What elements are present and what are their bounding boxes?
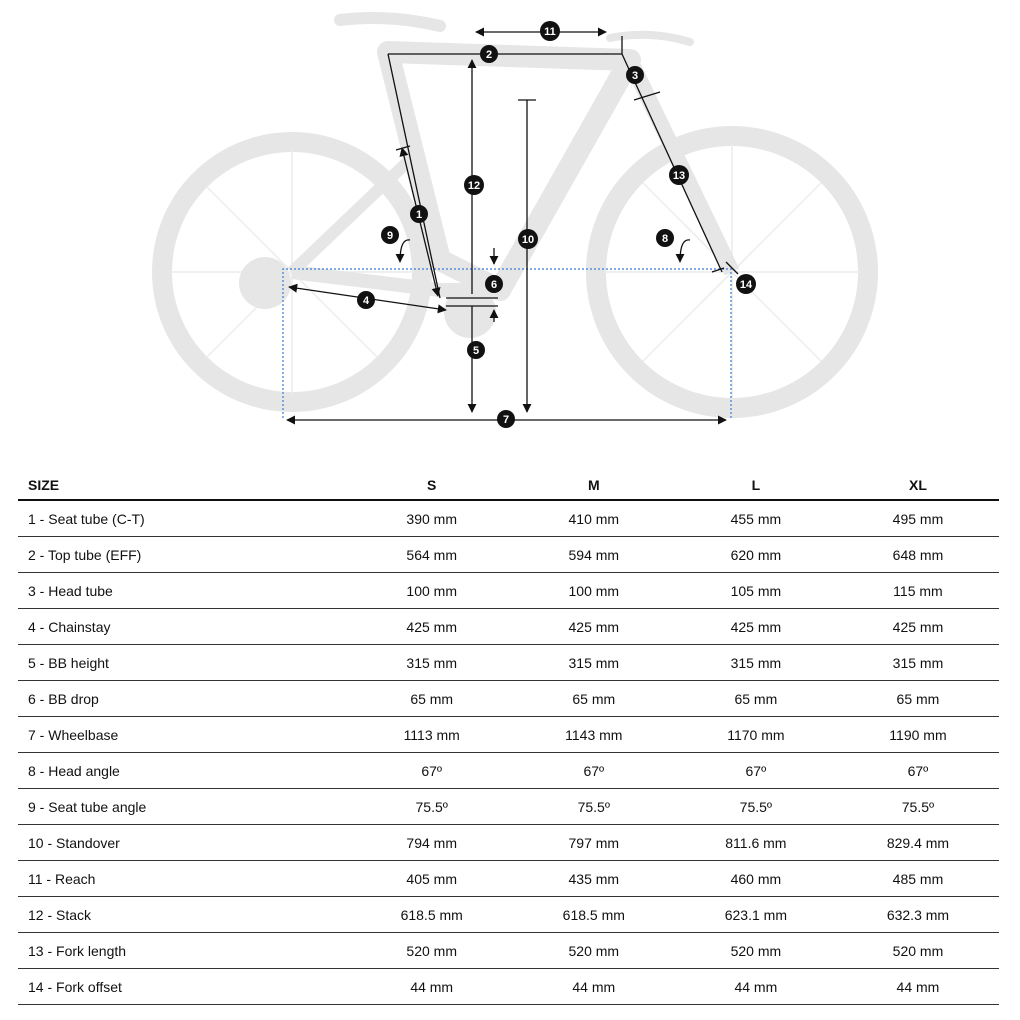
table-cell: 65 mm — [351, 681, 513, 717]
svg-text:13: 13 — [672, 170, 686, 182]
row-label: 12 - Stack — [18, 897, 351, 933]
svg-text:3: 3 — [631, 70, 639, 82]
table-cell: 1113 mm — [351, 717, 513, 753]
table-cell: 495 mm — [837, 500, 999, 537]
svg-text:2: 2 — [485, 49, 493, 61]
table-cell: 44 mm — [351, 969, 513, 1005]
table-row — [18, 717, 999, 753]
row-label: 3 - Head tube — [18, 573, 351, 609]
table-cell: 564 mm — [351, 537, 513, 573]
table-cell: 315 mm — [351, 645, 513, 681]
badge-12 — [464, 175, 484, 195]
table-cell: 315 mm — [513, 645, 675, 681]
table-cell: 1143 mm — [513, 717, 675, 753]
table-cell: 410 mm — [513, 500, 675, 537]
svg-text:10: 10 — [521, 234, 535, 246]
table-cell: 618.5 mm — [351, 897, 513, 933]
table-cell: 620 mm — [675, 537, 837, 573]
row-label: 9 - Seat tube angle — [18, 789, 351, 825]
table-cell: 485 mm — [837, 861, 999, 897]
svg-text:5: 5 — [472, 345, 480, 357]
table-cell: 390 mm — [351, 500, 513, 537]
table-row — [18, 825, 999, 861]
badge-7 — [497, 410, 515, 428]
table-cell: 623.1 mm — [675, 897, 837, 933]
table-cell: 75.5º — [513, 789, 675, 825]
header-xl: XL — [837, 470, 999, 500]
table-cell: 797 mm — [513, 825, 675, 861]
row-label: 13 - Fork length — [18, 933, 351, 969]
badge-14 — [736, 274, 756, 294]
svg-text:6: 6 — [490, 279, 498, 291]
badge-3 — [626, 66, 644, 84]
table-cell: 67º — [513, 753, 675, 789]
table-row — [18, 537, 999, 573]
table-cell: 425 mm — [513, 609, 675, 645]
table-cell: 44 mm — [675, 969, 837, 1005]
svg-text:8: 8 — [661, 233, 669, 245]
row-label: 11 - Reach — [18, 861, 351, 897]
svg-text:11: 11 — [544, 26, 556, 38]
table-cell: 520 mm — [675, 933, 837, 969]
table-cell: 829.4 mm — [837, 825, 999, 861]
table-cell: 100 mm — [513, 573, 675, 609]
table-cell: 520 mm — [351, 933, 513, 969]
row-label: 7 - Wheelbase — [18, 717, 351, 753]
table-cell: 75.5º — [351, 789, 513, 825]
row-label: 8 - Head angle — [18, 753, 351, 789]
row-label: 10 - Standover — [18, 825, 351, 861]
header-m: M — [513, 470, 675, 500]
table-cell: 425 mm — [675, 609, 837, 645]
header-size: SIZE — [18, 470, 351, 500]
table-cell: 315 mm — [675, 645, 837, 681]
badge-4 — [357, 291, 375, 309]
table-cell: 65 mm — [675, 681, 837, 717]
table-cell: 594 mm — [513, 537, 675, 573]
badge-8 — [656, 229, 674, 247]
table-row — [18, 500, 999, 537]
table-cell: 425 mm — [351, 609, 513, 645]
row-label: 1 - Seat tube (C-T) — [18, 500, 351, 537]
badge-10 — [518, 229, 538, 249]
table-cell: 1190 mm — [837, 717, 999, 753]
badge-1 — [410, 205, 428, 223]
table-cell: 648 mm — [837, 537, 999, 573]
table-cell: 44 mm — [837, 969, 999, 1005]
table-cell: 405 mm — [351, 861, 513, 897]
header-l: L — [675, 470, 837, 500]
geometry-table-header — [18, 470, 999, 500]
svg-text:7: 7 — [502, 414, 510, 426]
table-cell: 75.5º — [675, 789, 837, 825]
row-label: 2 - Top tube (EFF) — [18, 537, 351, 573]
table-row — [18, 753, 999, 789]
table-cell: 315 mm — [837, 645, 999, 681]
table-cell: 520 mm — [513, 933, 675, 969]
row-label: 4 - Chainstay — [18, 609, 351, 645]
bike-silhouette — [162, 18, 868, 408]
table-cell: 67º — [837, 753, 999, 789]
table-cell: 632.3 mm — [837, 897, 999, 933]
row-label: 6 - BB drop — [18, 681, 351, 717]
table-row — [18, 969, 999, 1005]
header-s: S — [351, 470, 513, 500]
table-row — [18, 789, 999, 825]
table-cell: 105 mm — [675, 573, 837, 609]
table-cell: 425 mm — [837, 609, 999, 645]
svg-text:12: 12 — [467, 180, 481, 192]
svg-text:14: 14 — [739, 279, 753, 291]
table-cell: 65 mm — [837, 681, 999, 717]
table-cell: 115 mm — [837, 573, 999, 609]
measurement-lines — [287, 32, 738, 420]
table-cell: 455 mm — [675, 500, 837, 537]
table-cell: 618.5 mm — [513, 897, 675, 933]
table-cell: 811.6 mm — [675, 825, 837, 861]
table-row — [18, 573, 999, 609]
row-label: 5 - BB height — [18, 645, 351, 681]
table-cell: 75.5º — [837, 789, 999, 825]
bike-geometry-diagram — [0, 0, 1020, 440]
table-row — [18, 609, 999, 645]
table-cell: 44 mm — [513, 969, 675, 1005]
table-row — [18, 681, 999, 717]
table-cell: 100 mm — [351, 573, 513, 609]
badge-2 — [480, 45, 498, 63]
svg-text:1: 1 — [415, 209, 423, 221]
svg-text:9: 9 — [386, 230, 394, 242]
table-row — [18, 645, 999, 681]
geometry-table-body — [18, 500, 999, 1005]
badge-13 — [669, 165, 689, 185]
table-cell: 460 mm — [675, 861, 837, 897]
table-cell: 435 mm — [513, 861, 675, 897]
badge-9 — [381, 226, 399, 244]
badge-6 — [485, 275, 503, 293]
badge-11 — [540, 21, 560, 41]
table-row — [18, 897, 999, 933]
geometry-table — [18, 470, 999, 1005]
badge-5 — [467, 341, 485, 359]
table-cell: 1170 mm — [675, 717, 837, 753]
table-cell: 67º — [675, 753, 837, 789]
table-row — [18, 933, 999, 969]
table-cell: 65 mm — [513, 681, 675, 717]
svg-text:4: 4 — [362, 295, 370, 307]
table-cell: 520 mm — [837, 933, 999, 969]
table-cell: 794 mm — [351, 825, 513, 861]
table-row — [18, 861, 999, 897]
row-label: 14 - Fork offset — [18, 969, 351, 1005]
table-cell: 67º — [351, 753, 513, 789]
